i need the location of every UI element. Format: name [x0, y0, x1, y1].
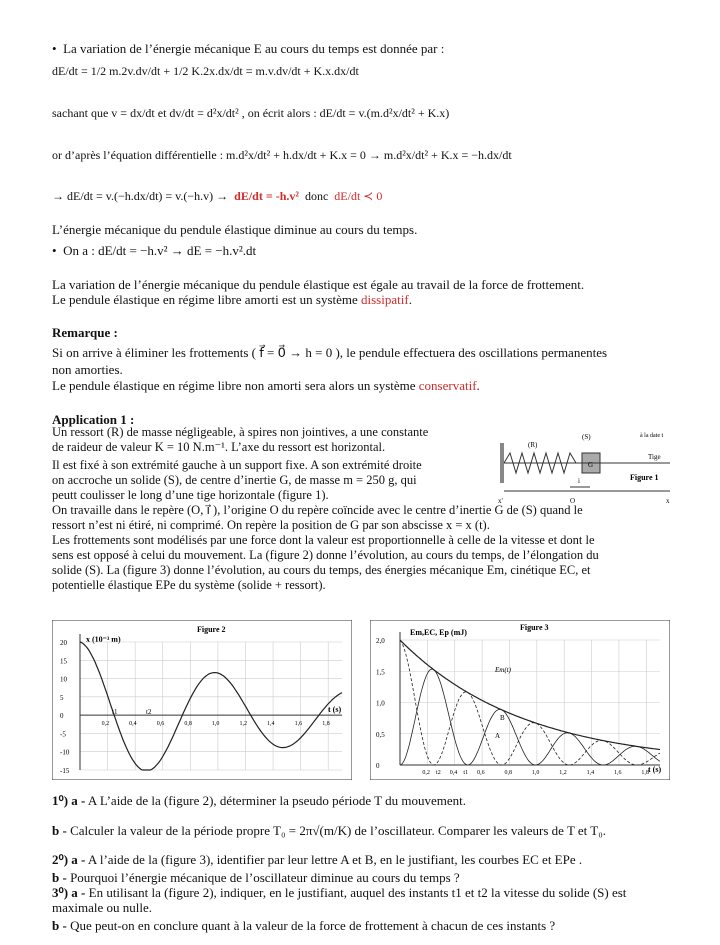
- fig2-ylabel: x (10⁻³ m): [86, 635, 121, 644]
- q3a-number: 3⁰) a -: [52, 885, 86, 900]
- fig3-xtick: 1,0: [531, 770, 540, 776]
- fig3-xtick: t2: [436, 770, 441, 776]
- para-dissipatif: Le pendule élastique en régime libre amorti est un système dissipatif.: [52, 292, 412, 307]
- fig1-label-x2: x: [666, 497, 670, 505]
- fig2-ytick: 15: [60, 657, 67, 666]
- remarque-line-3: Le pendule élastique en régime libre non amorti sera alors un système conservatif.: [52, 378, 480, 393]
- q1a-text: A L’aide de la (figure 2), déterminer la pseudo période T du mouvement.: [87, 793, 467, 808]
- fig1-caption: Figure 1: [630, 473, 659, 482]
- application-title: Application 1 :: [52, 412, 135, 427]
- fig3-ytick: 1,0: [376, 699, 385, 708]
- fig1-label-i: i: [578, 477, 580, 485]
- fig3-xtick: 1,6: [613, 770, 622, 776]
- q3b-number: b -: [52, 918, 67, 933]
- q2a-number: 2⁰) a -: [52, 852, 86, 867]
- fig1-label-date: à la date t: [640, 433, 664, 439]
- figure-3: [370, 620, 670, 780]
- fig3-xlabel: t (s): [648, 765, 662, 774]
- app-line-7: Les frottements sont modélisés par une force dont la valeur est proportionnelle à celle de la vitesse et dont le: [52, 533, 595, 547]
- fig2-xlabel: t (s): [328, 705, 342, 714]
- fig2-ytick: 10: [60, 675, 67, 684]
- fig3-xtick: 1,4: [586, 770, 595, 776]
- question-3b: [52, 918, 555, 933]
- eq4-result-red: dE/dt = -h.v²: [234, 189, 299, 203]
- fig1-label-o: O: [570, 497, 576, 505]
- remarque-title: Remarque :: [52, 325, 118, 340]
- bullet-text: La variation de l’énergie mécanique E au cours du temps est donnée par :: [63, 41, 445, 56]
- fig2-xtick: 0,2: [101, 721, 110, 728]
- q1a-number: 1⁰) a -: [52, 793, 86, 808]
- fig3-xtick: 0,8: [504, 770, 512, 776]
- fig3-xtick: 0,4: [449, 770, 458, 776]
- app-line-6: ressort n’est ni étiré, ni comprimé. On repère la position de G par son abscisse x = x (t).: [52, 518, 490, 532]
- fig2-ytick: -5: [60, 730, 66, 739]
- para-travail: La variation de l’énergie mécanique du pendule élastique est égale au travail de la force de frottement.: [52, 277, 585, 292]
- fig3-label-a: A: [495, 732, 501, 740]
- fig2-label-t1: t1: [112, 708, 118, 716]
- question-3a-cont: maximale ou nulle.: [52, 900, 153, 915]
- equation-1: dE/dt = 1/2 m.2v.dv/dt + 1/2 K.2x.dx/dt = m.v.dv/dt + K.x.dx/dt: [52, 64, 359, 78]
- fig1-support: [500, 443, 504, 483]
- fig3-ytick: 0,5: [376, 730, 385, 739]
- fig2-xtick: 1,0: [211, 721, 220, 728]
- q2b-number: b -: [52, 870, 67, 885]
- q3b-text: Que peut-on en conclure quant à la valeur de la force de frottement à chacun de ces instants ?: [70, 918, 556, 933]
- app-line-2: Il est fixé à son extrémité gauche à un support fixe. A son extrémité droite: [52, 458, 422, 472]
- equation-3: or d’après l’équation différentielle : m.d²x/dt² + h.dx/dt + K.x = 0 → m.d²x/dt² + K.x = −h.dx/dt: [52, 148, 512, 162]
- fig3-xtick: 0,6: [477, 770, 485, 776]
- app-line-0: Un ressort (R) de masse négligeable, à spires non jointives, a une constante: [52, 425, 429, 439]
- fig2-xtick: 1,8: [322, 721, 330, 728]
- fig3-xtick: 1,2: [559, 770, 567, 776]
- fig3-ytick: 1,5: [376, 668, 385, 677]
- line-diminution: L’énergie mécanique du pendule élastique diminue au cours du temps.: [52, 222, 418, 237]
- word-dissipatif: dissipatif: [361, 292, 409, 307]
- fig3-xtick: 0,2: [422, 770, 430, 776]
- figure-2: [52, 620, 352, 780]
- fig2-ytick: 20: [60, 639, 67, 647]
- bullet2-text: On a : dE/dt = −h.v² → dE = −h.v².dt: [63, 243, 257, 258]
- fig3-ytick: 2,0: [376, 637, 385, 645]
- fig2-xtick: 0,6: [156, 721, 165, 728]
- fig2-xtick: 1,4: [267, 721, 275, 728]
- eq4-donc: donc: [304, 189, 329, 203]
- fig2-xtick: 0,4: [129, 721, 137, 728]
- question-1a: [52, 793, 466, 808]
- app-line-1: de raideur de valeur K = 10 N.m⁻¹. L’axe du ressort est horizontal.: [52, 440, 386, 454]
- fig2-xtick: 1,6: [294, 721, 303, 728]
- fig2-xtick: 0,8: [184, 721, 192, 728]
- fig3-title: Figure 3: [520, 623, 549, 632]
- fig2-label-t2: t2: [146, 708, 152, 716]
- app-line-8: sens est opposé à celui du mouvement. La (figure 2) donne l’évolution, au cours du temps, de l’élongation du: [52, 548, 599, 562]
- fig2-ytick: 5: [60, 693, 64, 702]
- fig3-ytick: 0: [376, 762, 380, 770]
- para-dissipatif-text: Le pendule élastique en régime libre amorti est un système: [52, 292, 358, 307]
- app-line-3: on accroche un solide (S), de centre d’inertie G, de masse m = 250 g, qui: [52, 473, 417, 487]
- remarque-line-1: Si on arrive à éliminer les frottements ( f⃗ = 0⃗ → h = 0 ), le pendule effectuera des oscillations permanentes: [52, 345, 608, 360]
- word-conservatif: conservatif: [418, 378, 477, 393]
- fig2-ytick: -10: [60, 748, 70, 757]
- fig2-frame: [52, 620, 352, 780]
- equation-2: sachant que v = dx/dt et dv/dt = d²x/dt² , on écrit alors : dE/dt = v.(m.d²x/dt² + K.x): [52, 106, 450, 120]
- fig1-label-s: (S): [582, 433, 591, 441]
- equation-4: [52, 189, 382, 204]
- eq4-part-a: → dE/dt = v.(−h.dx/dt) = v.(−h.v) →: [52, 189, 229, 203]
- fig3-ylabel: Em,EC, Ep (mJ): [410, 628, 467, 637]
- q1b-text: Calculer la valeur de la période propre T₀ = 2π√(m/K) de l’oscillateur. Comparer les valeurs de T et T₀.: [70, 823, 607, 838]
- app-line-9: solide (S). La (figure 3) donne l’évolution, au cours du temps, des énergies mécanique Em, cinétique EC, et: [52, 563, 591, 577]
- question-3a: [52, 885, 626, 900]
- q2a-text: A l’aide de la (figure 3), identifier par leur lettre A et B, en le justifiant, les courbes EC et EPe .: [87, 852, 583, 867]
- fig2-xtick: 1,2: [239, 721, 247, 728]
- fig1-label-x1: x': [498, 497, 503, 505]
- q2b-text: Pourquoi l’énergie mécanique de l’oscillateur diminue au cours du temps ?: [70, 870, 460, 885]
- app-line-4: peutt coulisser le long d’une tige horizontale (figure 1).: [52, 488, 329, 502]
- figure-1: [490, 425, 680, 515]
- fig2-title: Figure 2: [197, 625, 226, 634]
- question-2a: [52, 852, 582, 867]
- q1b-number: b -: [52, 823, 67, 838]
- question-2b: [52, 870, 460, 885]
- fig1-label-g: G: [588, 461, 594, 469]
- question-1b: [52, 823, 606, 838]
- fig3-xtick: 1,8: [641, 770, 649, 776]
- fig2-ytick: -15: [60, 767, 70, 775]
- app-line-5: On travaille dans le repère (O, i⃗ ), l’origine O du repère coïncide avec le centre d’inertie G de (S) quand le: [52, 503, 583, 517]
- fig3-label-b: B: [500, 714, 505, 722]
- fig3-xtick: t1: [463, 770, 469, 776]
- fig1-label-tige: Tige: [648, 453, 661, 461]
- q3a-text-1: En utilisant la (figure 2), indiquer, en le justifiant, auquel des instants t1 et t2 la vitesse du solide (S) est: [88, 885, 627, 900]
- remarque-line-2: non amorties.: [52, 362, 123, 377]
- eq4-inequality-red: dE/dt ≺ 0: [334, 189, 383, 203]
- fig3-label-em: Em(t): [495, 666, 511, 674]
- fig2-ytick: 0: [60, 712, 64, 721]
- bullet-energie: • La variation de l’énergie mécanique E au cours du temps est donnée par :: [52, 41, 445, 56]
- app-line-10: potentielle élastique EPe du système (solide + ressort).: [52, 578, 326, 592]
- fig1-label-r: (R): [528, 441, 538, 449]
- rem3-text: Le pendule élastique en régime libre non amorti sera alors un système: [52, 378, 416, 393]
- bullet-on-a: • On a : dE/dt = −h.v² → dE = −h.v².dt: [52, 243, 257, 258]
